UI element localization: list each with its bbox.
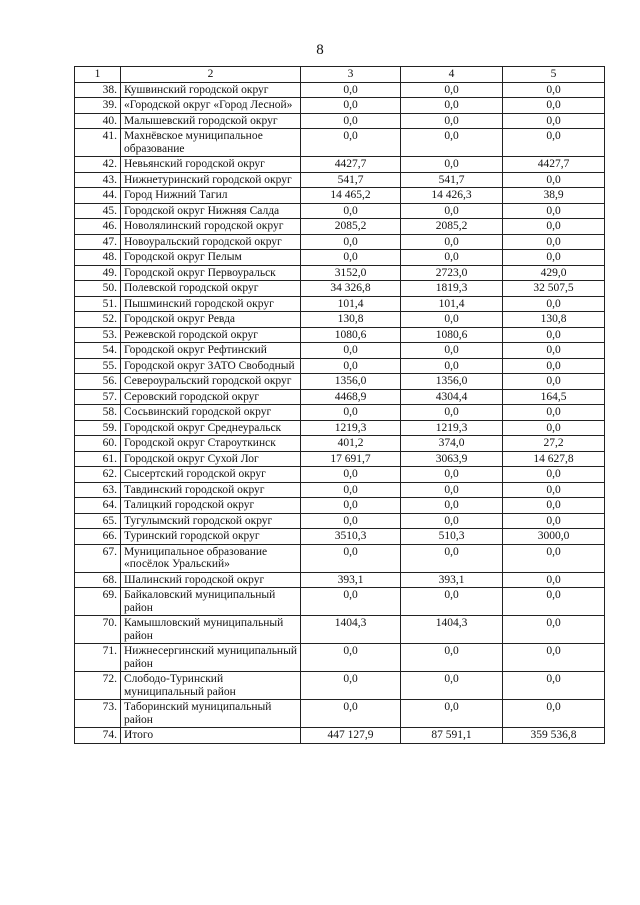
value-col-5: 32 507,5 [503, 281, 605, 297]
row-number: 74. [75, 728, 121, 744]
municipality-name: Малышевский городской округ [121, 113, 301, 129]
value-col-5: 0,0 [503, 498, 605, 514]
municipality-name: Итого [121, 728, 301, 744]
municipality-name: «Городской округ «Город Лесной» [121, 98, 301, 114]
value-col-3: 1080,6 [301, 327, 401, 343]
table-row [75, 265, 605, 281]
municipality-name: Городской округ Сухой Лог [121, 451, 301, 467]
value-col-3: 0,0 [301, 129, 401, 157]
value-col-3: 0,0 [301, 498, 401, 514]
table-row [75, 82, 605, 98]
value-col-3: 0,0 [301, 250, 401, 266]
municipality-name: Махнёвское муниципальное образование [121, 129, 301, 157]
value-col-5: 0,0 [503, 700, 605, 728]
table-row [75, 529, 605, 545]
row-number: 42. [75, 157, 121, 173]
row-number: 56. [75, 374, 121, 390]
row-number: 71. [75, 644, 121, 672]
municipality-name: Городской округ Рефтинский [121, 343, 301, 359]
municipality-name: Нижнетуринский городской округ [121, 172, 301, 188]
value-col-4: 14 426,3 [401, 188, 503, 204]
table-row [75, 374, 605, 390]
value-col-5: 0,0 [503, 616, 605, 644]
value-col-5: 0,0 [503, 572, 605, 588]
value-col-4: 510,3 [401, 529, 503, 545]
row-number: 64. [75, 498, 121, 514]
value-col-5: 359 536,8 [503, 728, 605, 744]
municipality-name: Городской округ Среднеуральск [121, 420, 301, 436]
table-row [75, 281, 605, 297]
value-col-5: 27,2 [503, 436, 605, 452]
value-col-4: 0,0 [401, 358, 503, 374]
table-row [75, 513, 605, 529]
table-row [75, 644, 605, 672]
value-col-4: 374,0 [401, 436, 503, 452]
municipality-name: Городской округ Первоуральск [121, 265, 301, 281]
row-number: 70. [75, 616, 121, 644]
municipality-name: Город Нижний Тагил [121, 188, 301, 204]
row-number: 48. [75, 250, 121, 266]
value-col-4: 0,0 [401, 250, 503, 266]
table-row [75, 327, 605, 343]
value-col-5: 0,0 [503, 358, 605, 374]
value-col-3: 541,7 [301, 172, 401, 188]
municipality-name: Североуральский городской округ [121, 374, 301, 390]
value-col-3: 0,0 [301, 82, 401, 98]
value-col-3: 0,0 [301, 234, 401, 250]
table-row [75, 728, 605, 744]
municipality-name: Серовский городской округ [121, 389, 301, 405]
row-number: 62. [75, 467, 121, 483]
value-col-3: 401,2 [301, 436, 401, 452]
table-row [75, 436, 605, 452]
value-col-3: 1219,3 [301, 420, 401, 436]
row-number: 46. [75, 219, 121, 235]
table-row [75, 467, 605, 483]
value-col-5: 0,0 [503, 513, 605, 529]
row-number: 63. [75, 482, 121, 498]
value-col-4: 0,0 [401, 405, 503, 421]
value-col-3: 0,0 [301, 672, 401, 700]
value-col-4: 0,0 [401, 482, 503, 498]
table-row [75, 616, 605, 644]
municipality-name: Слободо-Туринский муниципальный район [121, 672, 301, 700]
table-row [75, 98, 605, 114]
table-row [75, 157, 605, 173]
row-number: 68. [75, 572, 121, 588]
table-row [75, 129, 605, 157]
value-col-5: 0,0 [503, 82, 605, 98]
table-row [75, 358, 605, 374]
budget-table [74, 66, 605, 744]
value-col-3: 447 127,9 [301, 728, 401, 744]
row-number: 67. [75, 544, 121, 572]
value-col-5: 0,0 [503, 203, 605, 219]
value-col-5: 0,0 [503, 327, 605, 343]
row-number: 60. [75, 436, 121, 452]
table-row [75, 203, 605, 219]
table-row [75, 482, 605, 498]
row-number: 55. [75, 358, 121, 374]
value-col-4: 3063,9 [401, 451, 503, 467]
value-col-5: 130,8 [503, 312, 605, 328]
municipality-name: Муниципальное образование «посёлок Уральский» [121, 544, 301, 572]
value-col-3: 17 691,7 [301, 451, 401, 467]
value-col-3: 0,0 [301, 588, 401, 616]
value-col-4: 541,7 [401, 172, 503, 188]
value-col-4: 0,0 [401, 644, 503, 672]
value-col-4: 4304,4 [401, 389, 503, 405]
row-number: 69. [75, 588, 121, 616]
value-col-4: 0,0 [401, 98, 503, 114]
municipality-name: Туринский городской округ [121, 529, 301, 545]
value-col-3: 0,0 [301, 405, 401, 421]
table-row [75, 672, 605, 700]
value-col-4: 0,0 [401, 700, 503, 728]
value-col-5: 4427,7 [503, 157, 605, 173]
value-col-3: 0,0 [301, 203, 401, 219]
value-col-4: 1080,6 [401, 327, 503, 343]
value-col-5: 0,0 [503, 644, 605, 672]
municipality-name: Режевской городской округ [121, 327, 301, 343]
municipality-name: Шалинский городской округ [121, 572, 301, 588]
value-col-4: 0,0 [401, 234, 503, 250]
value-col-3: 0,0 [301, 513, 401, 529]
row-number: 45. [75, 203, 121, 219]
row-number: 57. [75, 389, 121, 405]
value-col-4: 0,0 [401, 467, 503, 483]
value-col-4: 2723,0 [401, 265, 503, 281]
row-number: 44. [75, 188, 121, 204]
row-number: 58. [75, 405, 121, 421]
municipality-name: Сосьвинский городской округ [121, 405, 301, 421]
value-col-4: 0,0 [401, 312, 503, 328]
value-col-3: 34 326,8 [301, 281, 401, 297]
value-col-4: 1819,3 [401, 281, 503, 297]
header-cell-1: 1 [75, 67, 121, 83]
municipality-name: Невьянский городской округ [121, 157, 301, 173]
value-col-4: 1404,3 [401, 616, 503, 644]
value-col-3: 0,0 [301, 644, 401, 672]
header-cell-4: 4 [401, 67, 503, 83]
row-number: 52. [75, 312, 121, 328]
value-col-3: 3152,0 [301, 265, 401, 281]
value-col-3: 14 465,2 [301, 188, 401, 204]
table-row [75, 420, 605, 436]
municipality-name: Городской округ Пелым [121, 250, 301, 266]
municipality-name: Полевской городской округ [121, 281, 301, 297]
value-col-4: 0,0 [401, 513, 503, 529]
value-col-5: 0,0 [503, 420, 605, 436]
value-col-4: 0,0 [401, 82, 503, 98]
value-col-3: 393,1 [301, 572, 401, 588]
value-col-4: 0,0 [401, 157, 503, 173]
municipality-name: Городской округ Ревда [121, 312, 301, 328]
value-col-3: 1356,0 [301, 374, 401, 390]
row-number: 51. [75, 296, 121, 312]
row-number: 59. [75, 420, 121, 436]
value-col-3: 101,4 [301, 296, 401, 312]
value-col-3: 0,0 [301, 358, 401, 374]
value-col-4: 0,0 [401, 129, 503, 157]
table-row [75, 700, 605, 728]
municipality-name: Таборинский муниципальный район [121, 700, 301, 728]
value-col-3: 1404,3 [301, 616, 401, 644]
value-col-3: 0,0 [301, 482, 401, 498]
municipality-name: Сысертский городской округ [121, 467, 301, 483]
value-col-5: 0,0 [503, 219, 605, 235]
value-col-5: 429,0 [503, 265, 605, 281]
value-col-5: 0,0 [503, 482, 605, 498]
value-col-5: 0,0 [503, 588, 605, 616]
value-col-4: 0,0 [401, 588, 503, 616]
table-row [75, 296, 605, 312]
row-number: 66. [75, 529, 121, 545]
row-number: 73. [75, 700, 121, 728]
municipality-name: Байкаловский муниципальный район [121, 588, 301, 616]
table-row [75, 234, 605, 250]
municipality-name: Пышминский городской округ [121, 296, 301, 312]
municipality-name: Камышловский муниципальный район [121, 616, 301, 644]
row-number: 61. [75, 451, 121, 467]
row-number: 50. [75, 281, 121, 297]
value-col-4: 101,4 [401, 296, 503, 312]
value-col-5: 0,0 [503, 672, 605, 700]
value-col-5: 0,0 [503, 113, 605, 129]
value-col-5: 0,0 [503, 234, 605, 250]
value-col-4: 0,0 [401, 113, 503, 129]
value-col-4: 393,1 [401, 572, 503, 588]
municipality-name: Новоуральский городской округ [121, 234, 301, 250]
value-col-4: 0,0 [401, 498, 503, 514]
value-col-5: 0,0 [503, 343, 605, 359]
header-cell-3: 3 [301, 67, 401, 83]
value-col-5: 3000,0 [503, 529, 605, 545]
value-col-4: 0,0 [401, 343, 503, 359]
table-row [75, 188, 605, 204]
value-col-3: 0,0 [301, 700, 401, 728]
header-cell-2: 2 [121, 67, 301, 83]
value-col-3: 3510,3 [301, 529, 401, 545]
row-number: 40. [75, 113, 121, 129]
municipality-name: Нижнесергинский муниципальный район [121, 644, 301, 672]
value-col-3: 4427,7 [301, 157, 401, 173]
table-row [75, 544, 605, 572]
row-number: 53. [75, 327, 121, 343]
value-col-5: 0,0 [503, 405, 605, 421]
value-col-5: 0,0 [503, 172, 605, 188]
row-number: 41. [75, 129, 121, 157]
row-number: 39. [75, 98, 121, 114]
table-row [75, 572, 605, 588]
row-number: 65. [75, 513, 121, 529]
row-number: 54. [75, 343, 121, 359]
table-row [75, 405, 605, 421]
value-col-4: 0,0 [401, 672, 503, 700]
header-cell-5: 5 [503, 67, 605, 83]
value-col-3: 0,0 [301, 113, 401, 129]
value-col-5: 0,0 [503, 296, 605, 312]
row-number: 72. [75, 672, 121, 700]
value-col-3: 0,0 [301, 98, 401, 114]
value-col-3: 0,0 [301, 343, 401, 359]
municipality-name: Городской округ Староуткинск [121, 436, 301, 452]
value-col-3: 2085,2 [301, 219, 401, 235]
row-number: 43. [75, 172, 121, 188]
table-row [75, 588, 605, 616]
municipality-name: Талицкий городской округ [121, 498, 301, 514]
value-col-5: 0,0 [503, 374, 605, 390]
row-number: 47. [75, 234, 121, 250]
value-col-5: 14 627,8 [503, 451, 605, 467]
table-row [75, 389, 605, 405]
value-col-3: 4468,9 [301, 389, 401, 405]
value-col-5: 0,0 [503, 98, 605, 114]
table-row [75, 451, 605, 467]
value-col-4: 1356,0 [401, 374, 503, 390]
table-row [75, 113, 605, 129]
row-number: 38. [75, 82, 121, 98]
municipality-name: Кушвинский городской округ [121, 82, 301, 98]
table-row [75, 219, 605, 235]
table-header-row [75, 67, 605, 83]
table-row [75, 498, 605, 514]
row-number: 49. [75, 265, 121, 281]
value-col-5: 0,0 [503, 544, 605, 572]
municipality-name: Тугулымский городской округ [121, 513, 301, 529]
value-col-5: 38,9 [503, 188, 605, 204]
value-col-3: 0,0 [301, 544, 401, 572]
municipality-name: Городской округ Нижняя Салда [121, 203, 301, 219]
municipality-name: Тавдинский городской округ [121, 482, 301, 498]
value-col-4: 1219,3 [401, 420, 503, 436]
table-body [75, 67, 605, 744]
table-row [75, 343, 605, 359]
value-col-5: 164,5 [503, 389, 605, 405]
value-col-3: 0,0 [301, 467, 401, 483]
table-row [75, 250, 605, 266]
table-row [75, 172, 605, 188]
value-col-5: 0,0 [503, 467, 605, 483]
municipality-name: Новолялинский городской округ [121, 219, 301, 235]
value-col-5: 0,0 [503, 129, 605, 157]
table-row [75, 312, 605, 328]
value-col-4: 2085,2 [401, 219, 503, 235]
value-col-5: 0,0 [503, 250, 605, 266]
value-col-4: 0,0 [401, 203, 503, 219]
municipality-name: Городской округ ЗАТО Свободный [121, 358, 301, 374]
value-col-4: 87 591,1 [401, 728, 503, 744]
page-number: 8 [316, 42, 324, 58]
value-col-4: 0,0 [401, 544, 503, 572]
value-col-3: 130,8 [301, 312, 401, 328]
